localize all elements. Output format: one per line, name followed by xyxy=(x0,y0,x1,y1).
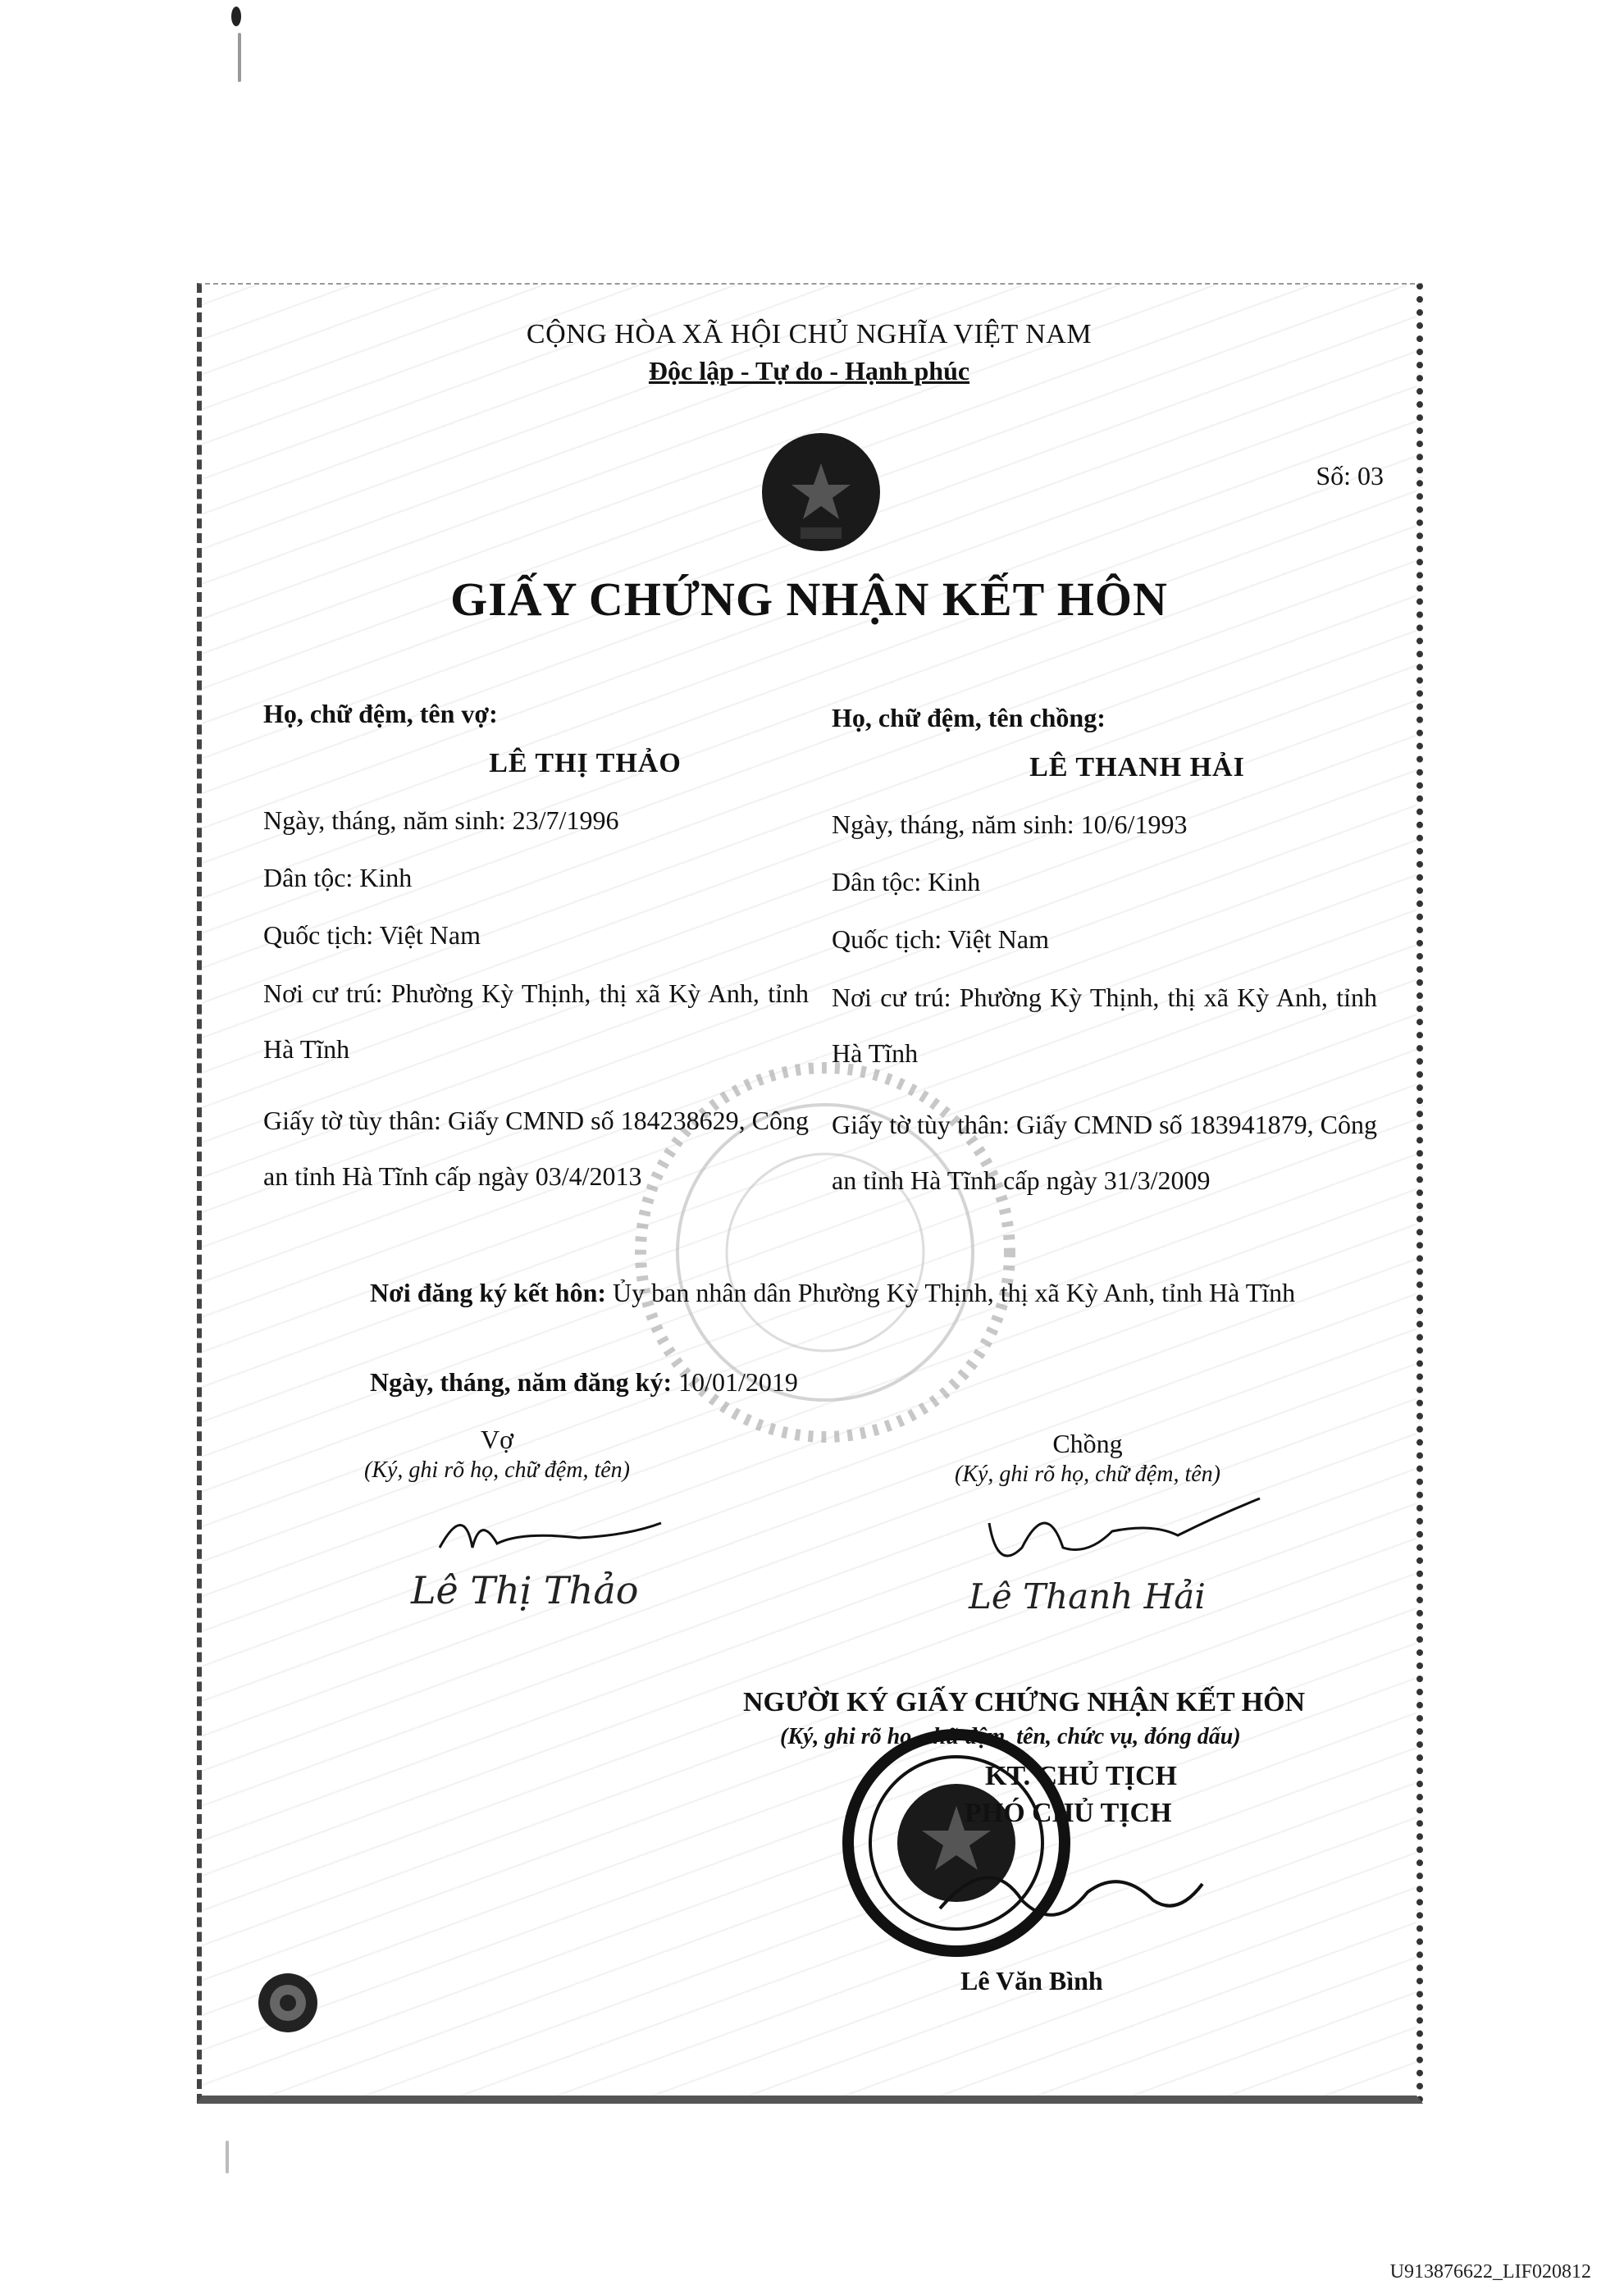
husband-id-document: Giấy tờ tùy thân: Giấy CMND số 183941879, Công an tỉnh Hà Tĩnh cấp ngày 31/3/2009 xyxy=(832,1110,1377,1195)
wife-sign-hint: (Ký, ghi rõ họ, chữ đệm, tên) xyxy=(364,1457,630,1483)
wife-dob: Ngày, tháng, năm sinh: 23/7/1996 xyxy=(263,805,619,835)
certificate-sheet xyxy=(197,283,1423,2104)
signer-name: Lê Văn Bình xyxy=(960,1966,1103,1995)
small-stamp-icon xyxy=(255,1970,321,2036)
husband-sign-hint: (Ký, ghi rõ họ, chữ đệm, tên) xyxy=(955,1462,1220,1487)
signer-hint: (Ký, ghi rõ họ, chữ đệm, tên, chức vụ, đóng dấu) xyxy=(780,1724,1241,1749)
husband-ethnicity: Dân tộc: Kinh xyxy=(832,867,981,896)
registration-date-label: Ngày, tháng, năm đăng ký: xyxy=(370,1367,673,1397)
husband-residence: Nơi cư trú: Phường Kỳ Thịnh, thị xã Kỳ Anh, tỉnh Hà Tĩnh xyxy=(832,983,1377,1068)
wife-signature-name: Lê Thị Thảo xyxy=(411,1568,639,1612)
husband-signature-name: Lê Thanh Hải xyxy=(969,1576,1206,1617)
signer-signature-mark xyxy=(924,1843,1219,1945)
husband-dob: Ngày, tháng, năm sinh: 10/6/1993 xyxy=(832,810,1188,839)
wife-role-label: Vợ xyxy=(480,1425,514,1454)
wife-id-document: Giấy tờ tùy thân: Giấy CMND số 184238629, Công an tỉnh Hà Tĩnh cấp ngày 03/4/2013 xyxy=(263,1106,809,1191)
signer-title-line2: PHÓ CHỦ TỊCH xyxy=(965,1798,1172,1828)
wife-residence: Nơi cư trú: Phường Kỳ Thịnh, thị xã Kỳ Anh, tỉnh Hà Tĩnh xyxy=(263,978,809,1064)
national-emblem-icon xyxy=(760,431,883,554)
registration-place-value: Ủy ban nhân dân Phường Kỳ Thịnh, thị xã Kỳ Anh, tỉnh Hà Tĩnh xyxy=(613,1278,1296,1307)
wife-nationality: Quốc tịch: Việt Nam xyxy=(263,920,481,950)
wife-name-label: Họ, chữ đệm, tên vợ: xyxy=(263,699,498,728)
husband-name: LÊ THANH HẢI xyxy=(1029,752,1245,782)
registration-place xyxy=(370,1265,1379,1320)
scan-mark xyxy=(226,2141,229,2173)
signer-title-line1: KT. CHỦ TỊCH xyxy=(985,1761,1177,1791)
motto-header: Độc lập - Tự do - Hạnh phúc xyxy=(648,356,970,385)
registration-place-label: Nơi đăng ký kết hôn: xyxy=(370,1278,607,1307)
scan-mark xyxy=(231,7,241,26)
registration-date-value: 10/01/2019 xyxy=(678,1367,798,1397)
wife-ethnicity: Dân tộc: Kinh xyxy=(263,863,413,892)
certificate-number: Số: 03 xyxy=(1316,461,1384,490)
registration-date xyxy=(370,1367,798,1398)
scan-mark xyxy=(238,33,241,82)
husband-name-label: Họ, chữ đệm, tên chồng: xyxy=(832,703,1106,732)
wife-signature-mark xyxy=(415,1498,677,1576)
country-header: CỘNG HÒA XÃ HỘI CHỦ NGHĨA VIỆT NAM xyxy=(526,319,1093,349)
husband-nationality: Quốc tịch: Việt Nam xyxy=(832,924,1049,954)
document-code: U913876622_LIF020812 xyxy=(1389,2261,1591,2283)
husband-role-label: Chồng xyxy=(1052,1429,1123,1458)
wife-name: LÊ THỊ THẢO xyxy=(489,748,682,778)
husband-signature-mark xyxy=(973,1490,1268,1585)
signer-heading: NGƯỜI KÝ GIẤY CHỨNG NHẬN KẾT HÔN xyxy=(743,1687,1306,1717)
document-title: GIẤY CHỨNG NHẬN KẾT HÔN xyxy=(450,572,1168,626)
